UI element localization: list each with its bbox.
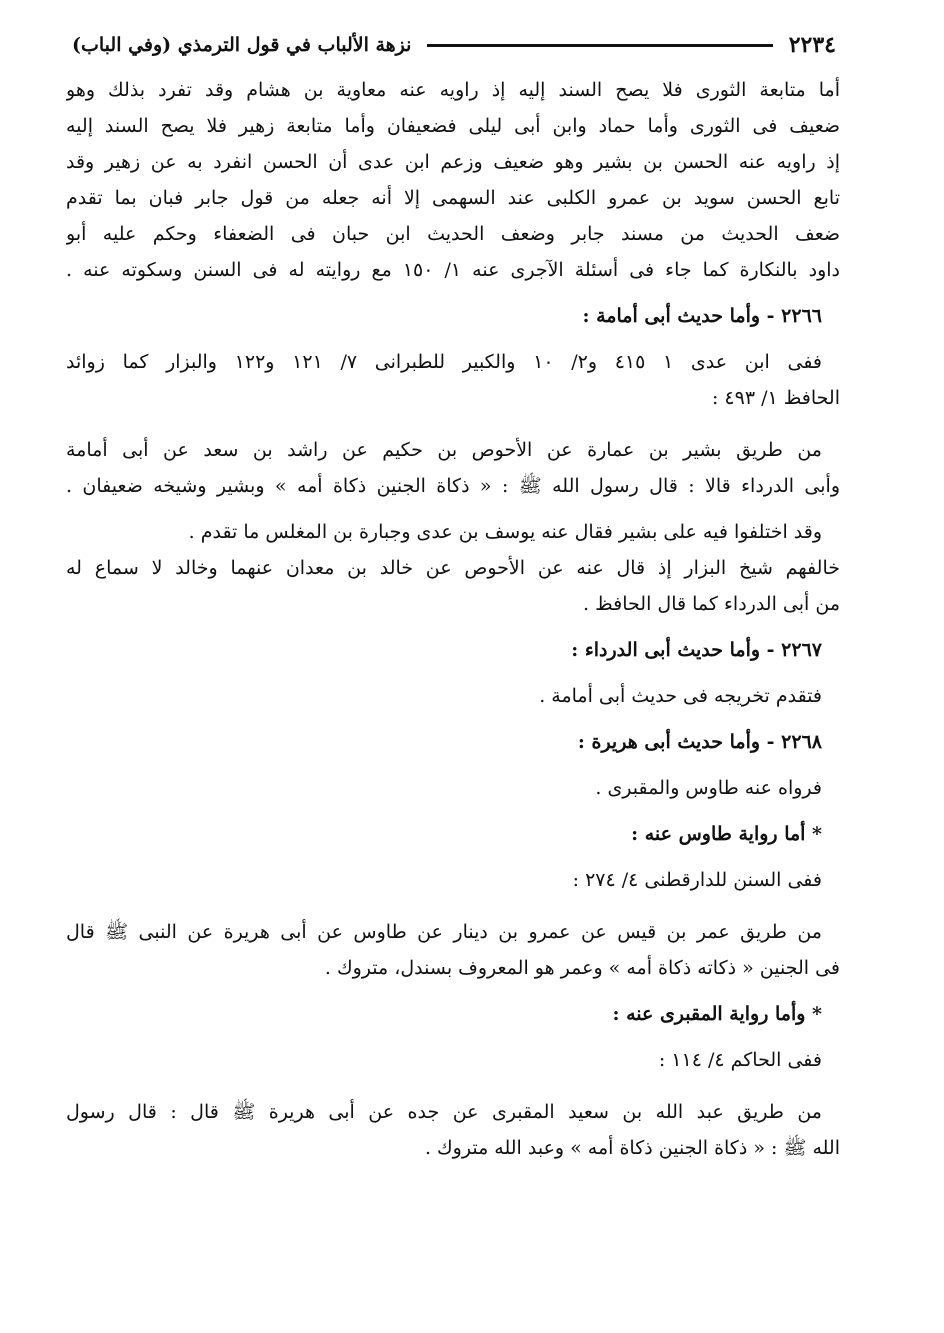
text-line: إذ راويه عنه الحسن بن بشير وهو ضعيف وزعم ابن عدى أن الحسن انفرد به عن زهير وقد [66, 151, 840, 173]
page-body [66, 72, 840, 1323]
text-line: ضعف الحديث من مسند جابر وضعف الحديث ابن حبان فى الضعفاء وحكم عليه أبو [66, 223, 840, 245]
paragraph [66, 72, 840, 288]
section-heading: ٢٢٦٧ - وأما حديث أبى الدرداء : [571, 639, 822, 661]
text-line: ففى الحاكم ٤/ ١١٤ : [658, 1049, 822, 1071]
paragraph [66, 770, 840, 806]
section-heading: * أما رواية طاوس عنه : [631, 823, 822, 845]
paragraph [66, 1094, 840, 1166]
paragraph [66, 432, 840, 504]
text-line: خالفهم شيخ البزار إذ قال عنه عن الأحوص عن خالد بن معدان عنهما وخالد لا سماع له [66, 557, 840, 579]
paragraph [66, 514, 840, 622]
text-line: من طريق عمر بن قيس عن عمرو بن دينار عن طاوس عن أبى هريرة عن النبى ﷺ قال [66, 921, 822, 943]
text-line: ففى ابن عدى ١ ٤١٥ و٢/ ١٠ والكبير للطبرانى ٧/ ١٢١ و١٢٢ والبزار كما زوائد [66, 351, 823, 373]
page-header [72, 30, 836, 60]
text-line: من أبى الدرداء كما قال الحافظ . [583, 593, 840, 615]
text-line: داود بالنكارة كما جاء فى أسئلة الآجرى عنه ١/ ١٥٠ مع روايته له فى السنن وسكوته عنه . [66, 259, 840, 281]
text-line: فرواه عنه طاوس والمقبرى . [595, 777, 822, 799]
text-line: وقد اختلفوا فيه على بشير فقال عنه يوسف بن عدى وجبارة بن المغلس ما تقدم . [188, 521, 822, 543]
page-number: ٢٢٣٤ [788, 32, 836, 58]
section-heading: ٢٢٦٨ - وأما حديث أبى هريرة : [577, 731, 822, 753]
text-line: فى الجنين « ذكاته ذكاة أمه » وعمر هو المعروف بسندل، متروك . [324, 957, 840, 979]
text-line: من طريق عبد الله بن سعيد المقبرى عن جده عن أبى هريرة ﷺ قال : قال رسول [66, 1101, 822, 1123]
text-line: من طريق بشير بن عمارة عن الأحوص بن حكيم عن راشد بن سعد عن أبى أمامة [66, 439, 822, 461]
header-rule [427, 44, 772, 47]
paragraph [66, 862, 840, 898]
text-line: أما متابعة الثورى فلا يصح السند إليه إذ راويه عنه معاوية بن هشام وقد تفرد بذلك وهو [66, 79, 840, 101]
text-line: فتقدم تخريجه فى حديث أبى أمامة . [539, 685, 822, 707]
text-line: وأبى الدرداء قالا : قال رسول الله ﷺ : « ذكاة الجنين ذكاة أمه » وبشير وشيخه ضعيفان . [66, 475, 840, 497]
paragraph [66, 914, 840, 986]
text-line: الحافظ ١/ ٤٩٣ : [711, 387, 840, 409]
paragraph [66, 678, 840, 714]
text-line: ضعيف فى الثورى وأما حماد وابن أبى ليلى فضعيفان وأما متابعة زهير فلا يصح السند إليه [66, 115, 840, 137]
text-line: ففى السنن للدارقطنى ٤/ ٢٧٤ : [572, 869, 822, 891]
text-line: الله ﷺ : « ذكاة الجنين ذكاة أمه » وعبد الله متروك . [424, 1137, 840, 1159]
text-line: تابع الحسن سويد بن عمرو الكلبى عند السهمى إلا أنه جعله من قول جابر فبان بما تقدم [66, 187, 840, 209]
section-heading: * وأما رواية المقبرى عنه : [612, 1003, 822, 1025]
paragraph [66, 1042, 840, 1078]
running-title: نزهة الألباب في قول الترمذي (وفي الباب) [72, 34, 412, 56]
paragraph [66, 344, 840, 416]
section-heading: ٢٢٦٦ - وأما حديث أبى أمامة : [582, 305, 822, 327]
